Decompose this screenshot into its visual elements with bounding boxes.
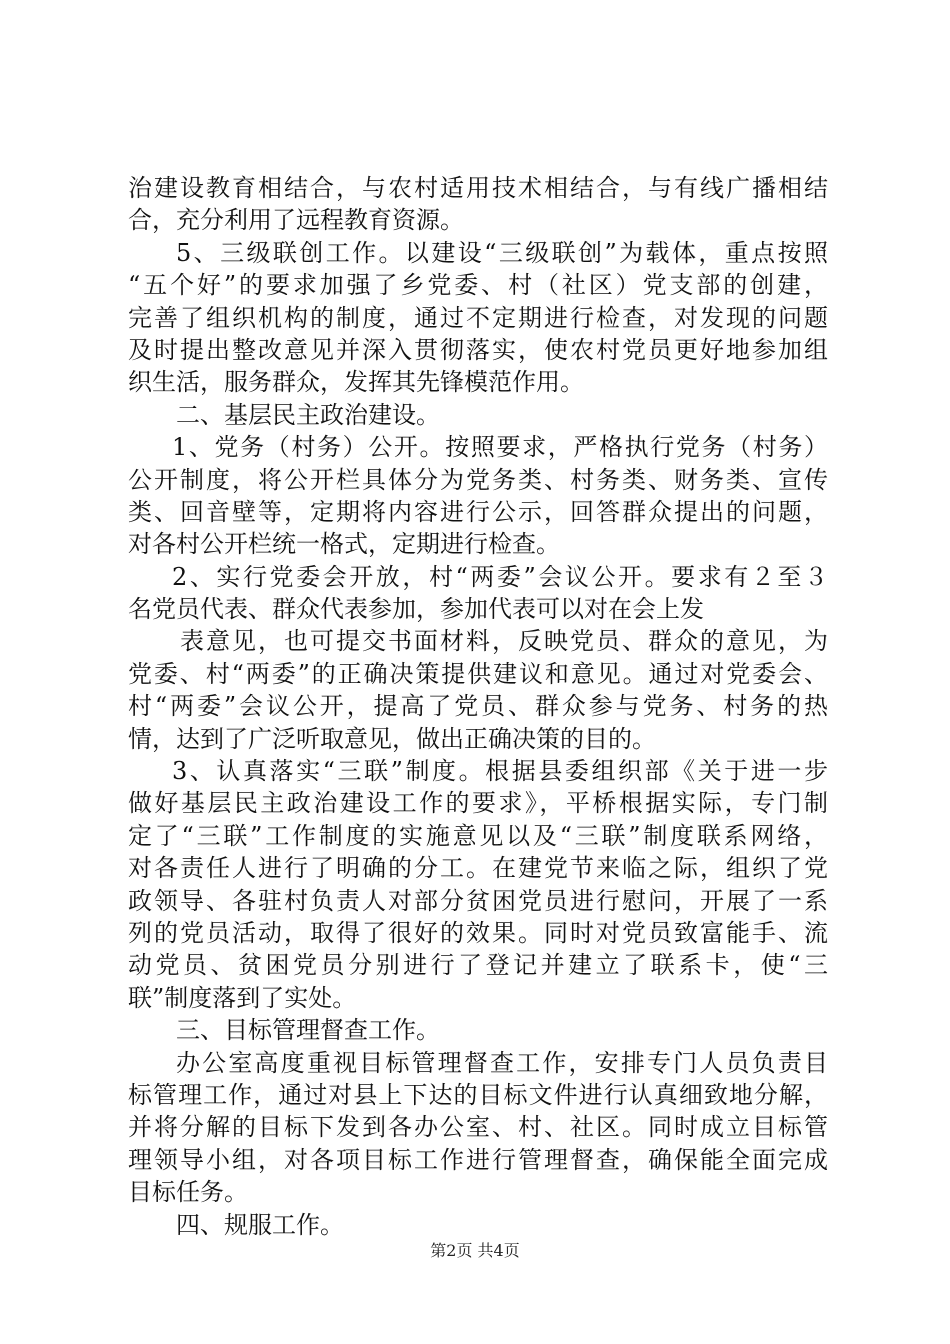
text-line: 合，充分利用了远程教育资源。 [128, 206, 464, 235]
text-line: 3、认真落实“三联”制度。根据县委组织部《关于进一步 [172, 757, 828, 786]
text-line: 治建设教育相结合，与农村适用技术相结合，与有线广播相结 [128, 174, 828, 202]
text-line: 对各村公开栏统一格式，定期进行检查。 [128, 530, 560, 559]
text-line: 1、党务（村务）公开。按照要求，严格执行党务（村务） [172, 433, 828, 462]
text-line: 联”制度落到了实处。 [128, 983, 357, 1012]
text-line: 类、回音壁等，定期将内容进行公示，回答群众提出的问题， [128, 497, 828, 526]
section-heading: 三、目标管理督查工作。 [176, 1016, 440, 1045]
text-line: 并将分解的目标下发到各办公室、村、社区。同时成立目标管 [128, 1113, 828, 1142]
text-line: 党委、村“两委”的正确决策提供建议和意见。通过对党委会、 [128, 659, 828, 688]
text-line: 2、实行党委会开放，村“两委”会议公开。要求有２至３ [172, 562, 828, 591]
section-heading: 二、基层民主政治建设。 [176, 400, 440, 429]
text-line: 办公室高度重视目标管理督查工作，安排专门人员负责目 [176, 1048, 828, 1077]
text-line: 及时提出整改意见并深入贯彻落实，使农村党员更好地参加组 [128, 335, 828, 364]
section-heading: 四、规服工作。 [176, 1210, 344, 1239]
text-line: 5、三级联创工作。以建设“三级联创”为载体，重点按照 [176, 238, 828, 267]
text-line: 标管理工作，通过对县上下达的目标文件进行认真细致地分解， [128, 1080, 828, 1109]
text-line: 表意见，也可提交书面材料，反映党员、群众的意见，为 [180, 627, 828, 656]
text-line: 公开制度，将公开栏具体分为党务类、村务类、财务类、宣传 [128, 465, 828, 494]
text-line: 动党员、贫困党员分别进行了登记并建立了联系卡，使“三 [128, 951, 828, 980]
text-line: 名党员代表、群众代表参加，参加代表可以对在会上发 [128, 595, 704, 624]
text-line: 织生活，服务群众，发挥其先锋模范作用。 [128, 368, 584, 397]
page-footer: 第2页 共4页 [430, 1241, 520, 1260]
text-line: 列的党员活动，取得了很好的效果。同时对党员致富能手、流 [128, 918, 828, 947]
text-line: 情，达到了广泛听取意见，做出正确决策的目的。 [128, 724, 656, 753]
text-line: 做好基层民主政治建设工作的要求》，平桥根据实际，专门制 [128, 789, 828, 818]
text-line: 定了“三联”工作制度的实施意见以及“三联”制度联系网络， [128, 821, 828, 850]
body-text [128, 172, 828, 1241]
text-line: 理领导小组，对各项目标工作进行管理督查，确保能全面完成 [128, 1145, 828, 1174]
text-line: 完善了组织机构的制度，通过不定期进行检查，对发现的问题 [128, 303, 828, 332]
text-line: 目标任务。 [128, 1178, 248, 1207]
text-line: 对各责任人进行了明确的分工。在建党节来临之际，组织了党 [128, 854, 828, 883]
text-line: 村“两委”会议公开，提高了党员、群众参与党务、村务的热 [128, 692, 828, 721]
text-line: 政领导、各驻村负责人对部分贫困党员进行慰问，开展了一系 [128, 886, 828, 915]
text-line: “五个好”的要求加强了乡党委、村（社区）党支部的创建， [128, 271, 828, 300]
